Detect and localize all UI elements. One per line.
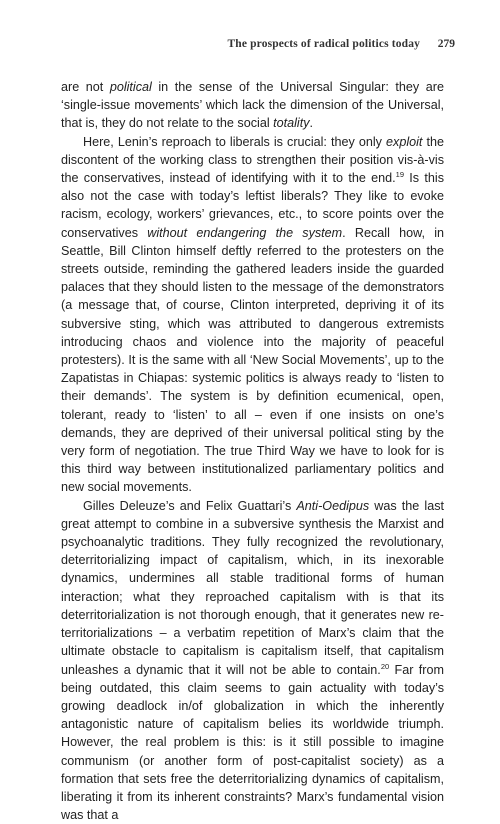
- italic-run: totality: [273, 116, 310, 131]
- body-text: [61, 78, 444, 824]
- text-run: .: [309, 116, 314, 131]
- text-run: . Recall how, in Seattle, Bill Clinton himself deftly referred to the protesters on the streets outside, reminding the gathered leaders inside the guarded palaces that they should listen to the message of the demonstrators (a message that, of course, Clinton interpreted, depriving it of its subversive sting, which was attributed to dangerous extremists introducing chaos and violence into the majority of peaceful protesters). It is the same with all ‘New Social Movements’, up to the Zapatistas in Chiapas: systemic politics is always ready to ‘listen to their demands’. The system is by definition ecumenical, open, tolerant, ready to ‘listen’ to all – even if one insists on one’s demands, they are deprived of their universal political sting by the very form of negotiation. The true Third Way we have to look for is this third way between institutionalized parliamentary politics and new social movements.: [61, 225, 445, 495]
- paragraph-2: [61, 133, 444, 497]
- text-run: Gilles Deleuze’s and Felix Guattari’s: [83, 498, 297, 513]
- paragraph-3: [61, 497, 444, 824]
- paragraph-1: [61, 78, 444, 133]
- footnote-ref-19: 19: [395, 169, 405, 179]
- text-run: in the sense of the Universal Singular: they are ‘single-issue movements’ which lack the dimension of the Universal, that is, they do not relate to the social: [61, 80, 444, 131]
- running-head: The prospects of radical politics today: [227, 38, 420, 50]
- italic-run: Anti-Oedipus: [296, 498, 370, 513]
- italic-run: political: [109, 80, 152, 94]
- italic-run: without endangering the system: [147, 225, 343, 240]
- text-run: was the last great attempt to combine in a subversive synthesis the Marxist and psychoanalytic traditions. They fully recognized the revolutionary, deterritorializing impact of capitalism, which, in its inexorable dynamics, undermines all stable traditional forms of human interaction; what they reproached capitalism with is that its deterritorialization is not thorough enough, that it generates new re-territorializations – a verbatim repetition of Marx’s claim that the ultimate obstacle to capitalism is capitalism itself, that capitalism unleashes a dynamic that it will not be able to contain.: [61, 498, 445, 677]
- footnote-ref-20: 20: [380, 661, 390, 671]
- italic-run: exploit: [386, 134, 423, 149]
- page-header: [0, 38, 500, 58]
- text-run: are not: [61, 80, 110, 94]
- text-run: Far from being outdated, this claim seems to gain actuality with today’s growing deadlock in/of globalization in which the inherently antagonistic nature of capitalism belies its worldwide triumph. However, the real problem is this: is it still possible to imagine communism (or another form of post-capitalist society) as a formation that sets free the deterritorializing dynamics of capitalism, liberating it from its inherent constraints? Marx’s fundamental vision was that a: [61, 662, 444, 823]
- text-run: the discontent of the working class to strengthen their position vis-à-vis the conservatives, instead of identifying with it to the end.: [61, 134, 444, 186]
- page-number: 279: [437, 38, 455, 50]
- text-run: Is this also not the case with today’s leftist liberals? They like to evoke racism, ecology, workers’ grievances, etc., to score points over the conservatives: [61, 171, 444, 240]
- text-run: Here, Lenin’s reproach to liberals is crucial: they only: [83, 134, 387, 149]
